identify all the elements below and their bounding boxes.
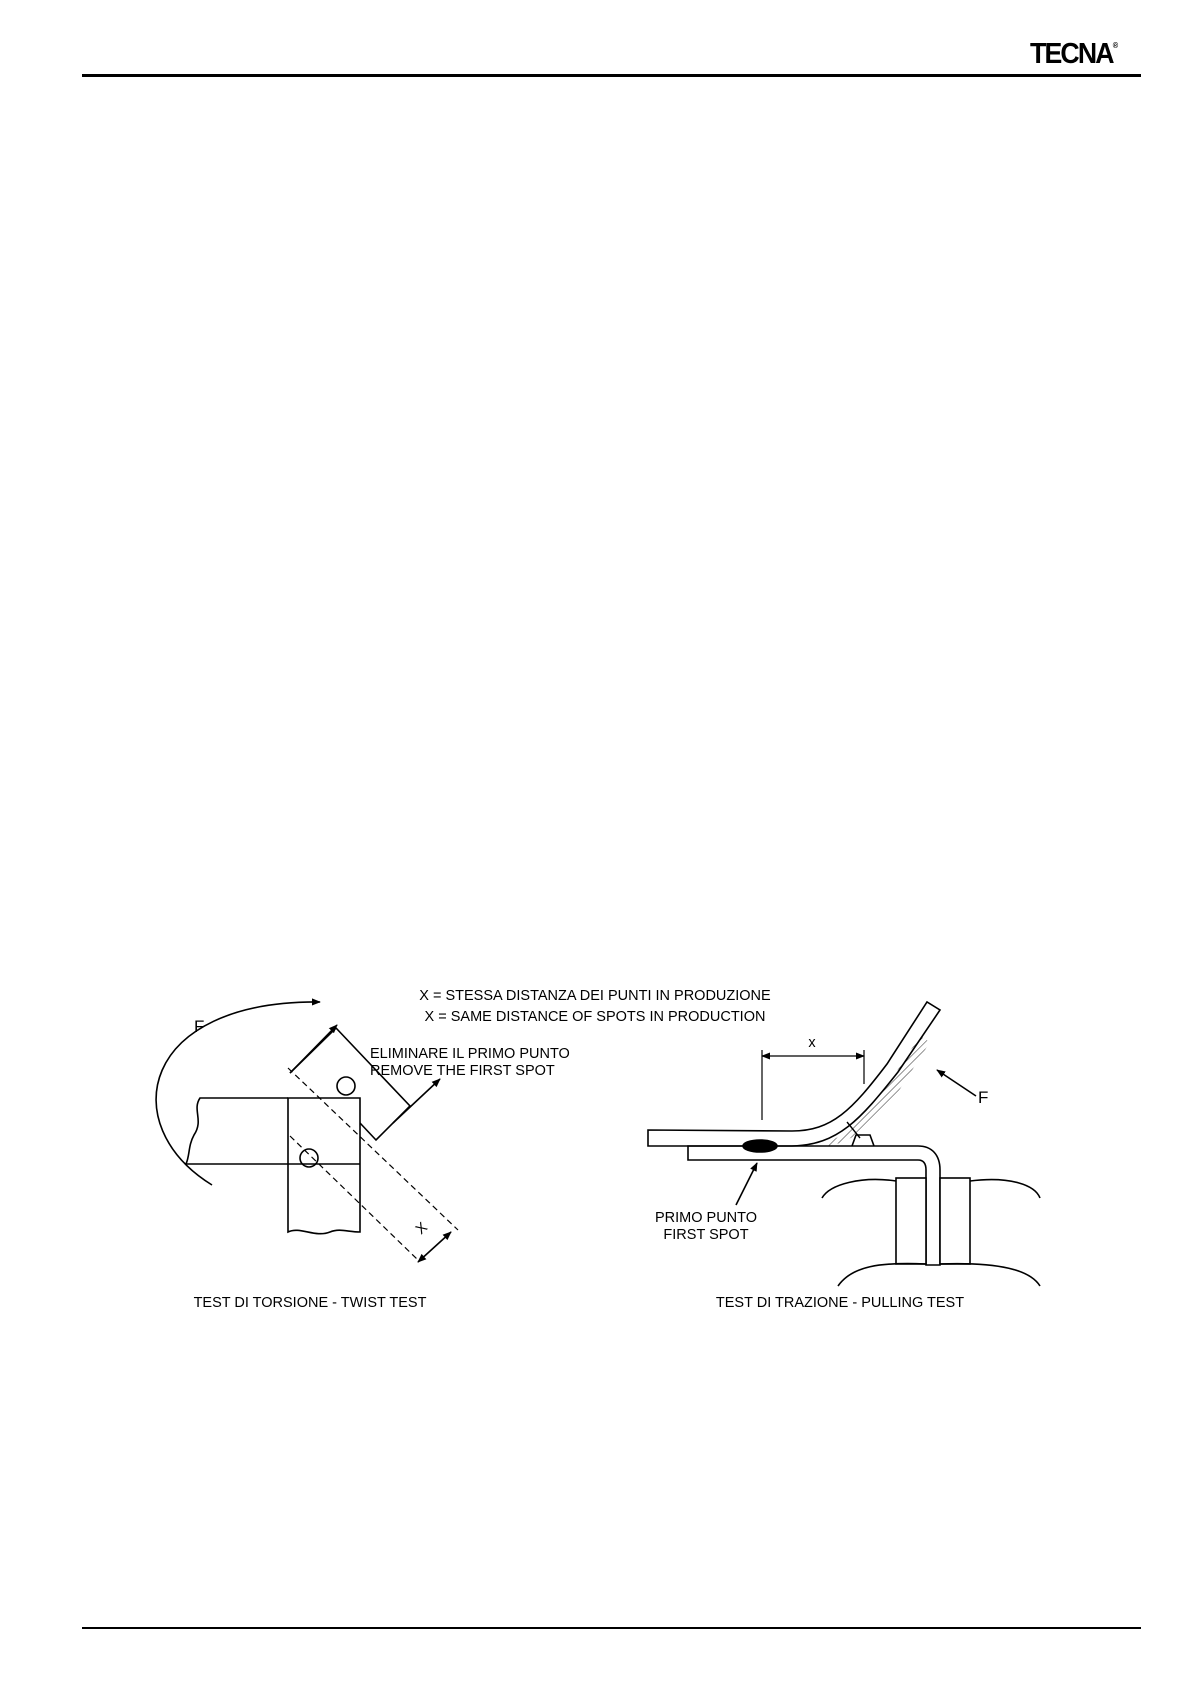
remove-first-spot-it: ELIMINARE IL PRIMO PUNTO — [370, 1046, 570, 1062]
twist-test-figure — [156, 1002, 458, 1262]
twist-force-label: F — [194, 1017, 205, 1036]
registered-mark: ® — [1112, 41, 1119, 50]
horizontal-strip — [186, 1098, 288, 1164]
pulling-test-figure — [648, 1002, 1040, 1286]
remove-first-spot-en: REMOVE THE FIRST SPOT — [370, 1063, 555, 1079]
first-spot-weld — [743, 1140, 777, 1152]
weld-test-diagram — [0, 970, 1190, 1320]
first-spot-pointer — [736, 1163, 757, 1205]
twist-distance-label: X — [412, 1219, 431, 1238]
distance-definition-it: X = STESSA DISTANZA DEI PUNTI IN PRODUZIONE — [419, 988, 771, 1004]
clamp-jaw-right — [940, 1178, 970, 1264]
first-spot-label-it: PRIMO PUNTO — [654, 1210, 758, 1226]
first-weld-spot — [337, 1077, 355, 1095]
distance-definition-en: X = SAME DISTANCE OF SPOTS IN PRODUCTION — [424, 1009, 766, 1025]
header-rule — [82, 74, 1141, 77]
tecna-logo — [1030, 40, 1118, 69]
clamp-jaw-left — [896, 1178, 926, 1264]
first-spot-tab — [290, 1028, 410, 1140]
pull-force-arrow — [937, 1070, 976, 1096]
vertical-strip — [288, 1098, 360, 1234]
pull-force-label: F — [978, 1088, 989, 1107]
logo-text: TECNA — [1030, 38, 1113, 70]
pulling-test-caption: TEST DI TRAZIONE - PULLING TEST — [715, 1295, 965, 1311]
twist-arrow-right — [393, 1079, 440, 1123]
pull-distance-label: x — [808, 1035, 816, 1051]
twist-rotation-arrow — [156, 1002, 320, 1185]
twist-arrow-up — [290, 1025, 337, 1073]
first-spot-label-en: FIRST SPOT — [663, 1227, 749, 1243]
footer-rule — [82, 1627, 1141, 1629]
twist-test-caption: TEST DI TORSIONE - TWIST TEST — [193, 1295, 427, 1311]
